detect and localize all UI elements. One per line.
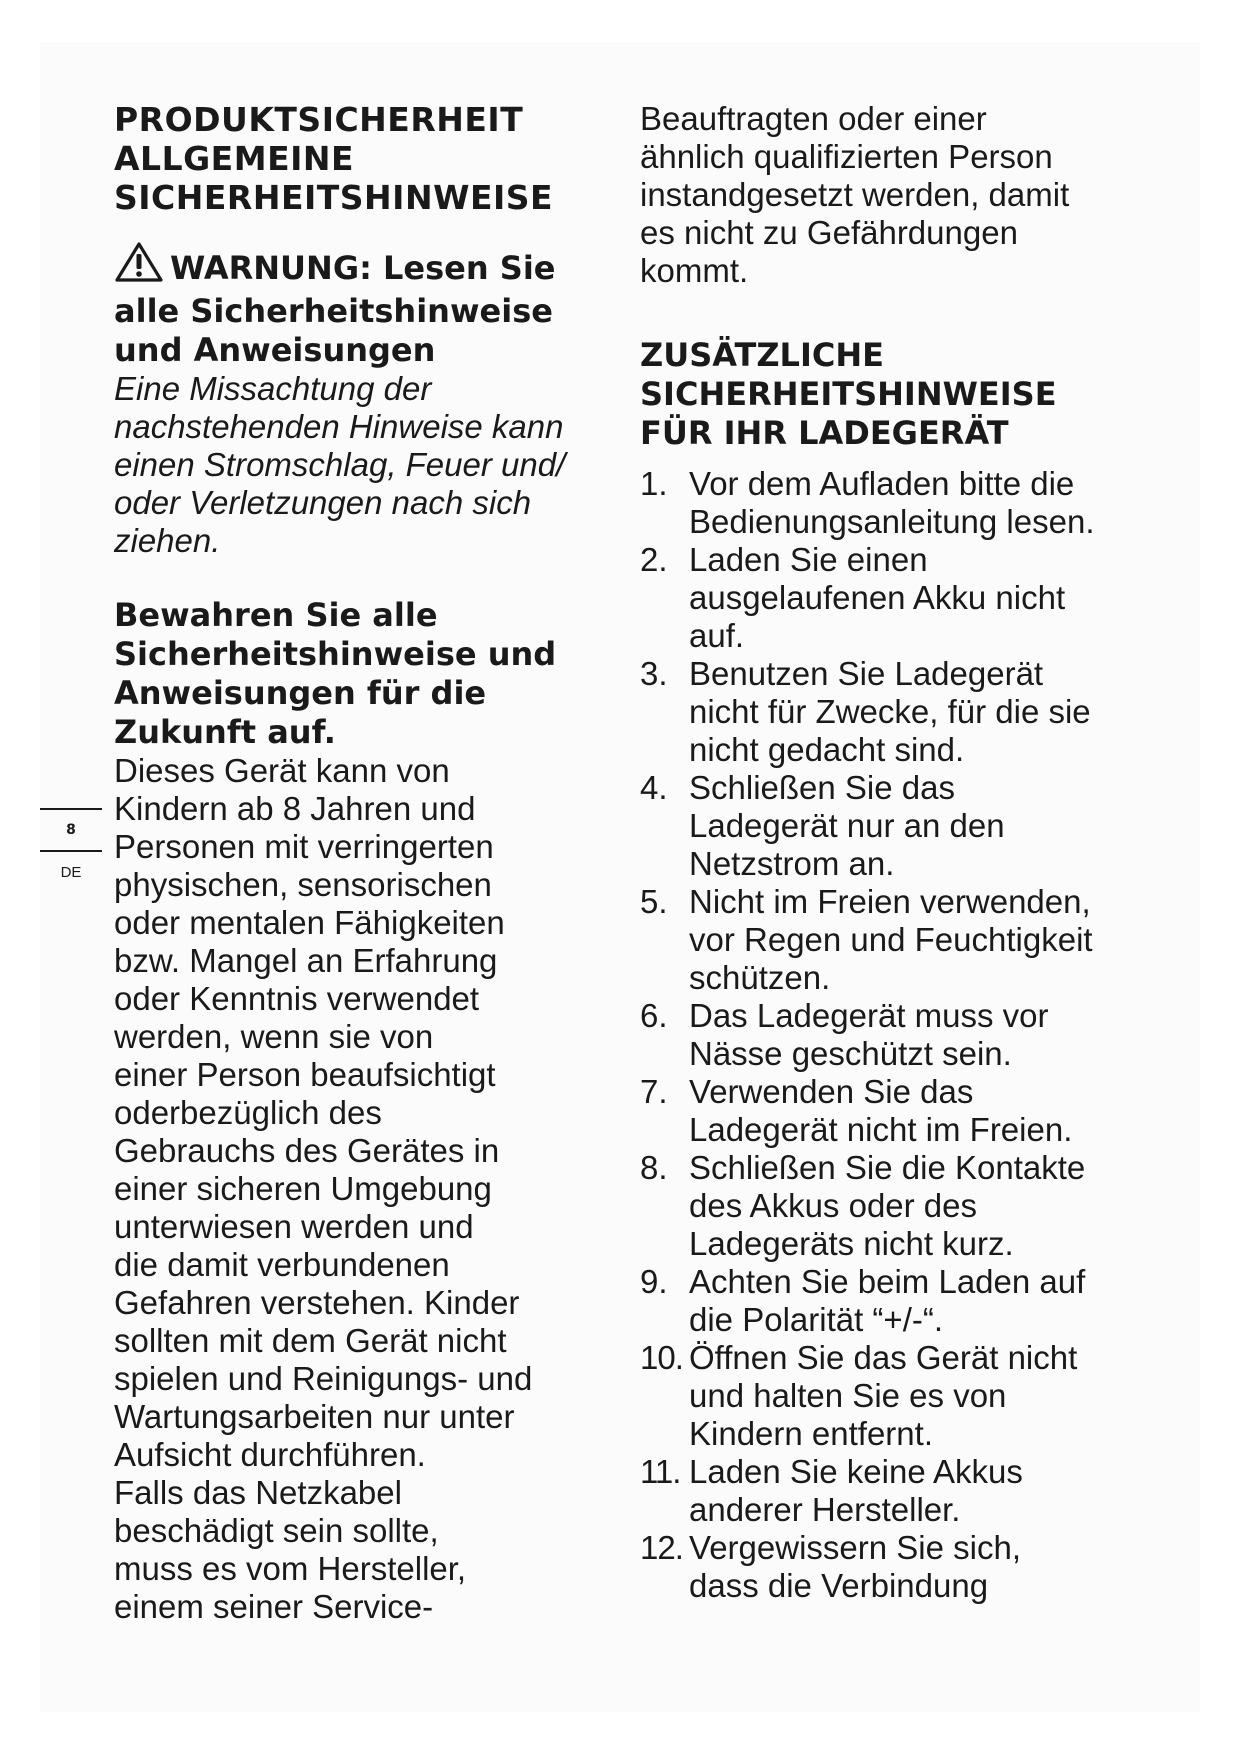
- charger-heading-line: FÜR IHR LADEGERÄT: [640, 414, 1009, 452]
- list-item-continuation: [640, 1035, 1140, 1073]
- list-item-text: auf.: [689, 617, 745, 654]
- list-item-number: [640, 617, 689, 655]
- list-item-text: ausgelaufenen Akku nicht: [689, 579, 1066, 616]
- warning-heading-line: und Anweisungen: [114, 331, 436, 369]
- list-item-number: [640, 503, 689, 541]
- title-line: ALLGEMEINE: [114, 139, 355, 178]
- body-line: Kindern ab 8 Jahren und: [114, 790, 476, 827]
- list-item-text: Nicht im Freien verwenden,: [689, 883, 1091, 920]
- body-line: sollten mit dem Gerät nicht: [114, 1322, 507, 1359]
- list-item-number: [640, 731, 689, 769]
- usage-body-text: [114, 752, 619, 1626]
- list-item-number: [640, 1415, 689, 1453]
- body-line: Dieses Gerät kann von: [114, 752, 450, 789]
- list-item-number: 4.: [640, 769, 668, 806]
- list-item-continuation: [640, 731, 1140, 769]
- list-item-text: des Akkus oder des: [689, 1187, 978, 1224]
- list-item-continuation: [640, 959, 1140, 997]
- list-item-continuation: [640, 693, 1140, 731]
- list-item-text: Bedienungsanleitung lesen.: [689, 503, 1095, 540]
- list-item: [640, 541, 1140, 579]
- list-item-number: 9.: [640, 1263, 668, 1300]
- warning-text-line: nachstehenden Hinweise kann: [114, 408, 564, 445]
- list-item-number: [640, 921, 689, 959]
- body-line: oder Kenntnis verwendet: [114, 980, 480, 1017]
- list-item-text: nicht für Zwecke, für die sie: [689, 693, 1091, 730]
- list-item-text: Netzstrom an.: [689, 845, 895, 882]
- list-item-text: schützen.: [689, 959, 831, 996]
- warning-triangle-icon: [114, 241, 164, 292]
- body-line: oderbezüglich des: [114, 1094, 382, 1131]
- list-item-number: 8.: [640, 1149, 668, 1186]
- list-item-number: 5.: [640, 883, 668, 920]
- keep-heading-line: Anweisungen für die: [114, 674, 487, 712]
- list-item-number: [640, 1567, 689, 1605]
- list-item-continuation: [640, 1567, 1140, 1605]
- list-item-number: [640, 1187, 689, 1225]
- list-item: [640, 1149, 1140, 1187]
- list-item: [640, 997, 1140, 1035]
- body-line: Personen mit verringerten: [114, 828, 494, 865]
- warning-text: [114, 370, 619, 560]
- body-line: bzw. Mangel an Erfahrung: [114, 942, 498, 979]
- list-item-text: und halten Sie es von: [689, 1377, 1007, 1414]
- keep-heading-line: Zukunft auf.: [114, 713, 336, 751]
- list-item-number: [640, 693, 689, 731]
- keep-instructions-heading: [114, 596, 619, 752]
- list-item-number: [640, 1377, 689, 1415]
- page-marker-rule: [40, 850, 102, 852]
- section-title: [114, 100, 619, 217]
- list-item-number: [640, 1035, 689, 1073]
- warning-heading-line: alle Sicherheitshinweise: [114, 292, 553, 330]
- list-item-text: Vergewissern Sie sich,: [689, 1529, 1021, 1566]
- list-item-text: Kindern entfernt.: [689, 1415, 933, 1452]
- page-number: 8: [66, 822, 76, 838]
- list-item-number: [640, 1491, 689, 1529]
- body-line: physischen, sensorischen: [114, 866, 492, 903]
- list-item: [640, 1453, 1140, 1491]
- page-marker: [40, 808, 102, 881]
- list-item-number: [640, 579, 689, 617]
- list-item-number: [640, 807, 689, 845]
- list-item-text: nicht gedacht sind.: [689, 731, 965, 768]
- warning-heading: [114, 241, 619, 370]
- list-item-number: 2.: [640, 541, 668, 578]
- list-item-text: Verwenden Sie das: [689, 1073, 974, 1110]
- list-item: [640, 655, 1140, 693]
- warning-text-line: Eine Missachtung der: [114, 370, 432, 407]
- list-item-text: Achten Sie beim Laden auf: [689, 1263, 1086, 1300]
- list-item-continuation: [640, 1187, 1140, 1225]
- list-item-number: 3.: [640, 655, 668, 692]
- left-column: [114, 100, 619, 1626]
- list-item: [640, 465, 1140, 503]
- continuation-line: kommt.: [640, 252, 749, 289]
- list-item-number: 11.: [640, 1453, 681, 1490]
- list-item: [640, 1263, 1140, 1301]
- language-code: DE: [60, 864, 82, 881]
- list-item-text: Laden Sie keine Akkus: [689, 1453, 1023, 1490]
- body-line: beschädigt sein sollte,: [114, 1512, 439, 1549]
- continuation-line: instandgesetzt werden, damit: [640, 176, 1070, 213]
- list-item-text: Öffnen Sie das Gerät nicht: [689, 1339, 1078, 1376]
- list-item: [640, 883, 1140, 921]
- list-item-number: [640, 959, 689, 997]
- list-item-continuation: [640, 807, 1140, 845]
- list-item-text: vor Regen und Feuchtigkeit: [689, 921, 1093, 958]
- list-item-continuation: [640, 1415, 1140, 1453]
- list-item-continuation: [640, 1225, 1140, 1263]
- body-line: Aufsicht durchführen.: [114, 1436, 426, 1473]
- list-item-continuation: [640, 1111, 1140, 1149]
- list-item-text: Benutzen Sie Ladegerät: [689, 655, 1044, 692]
- body-line: Gebrauchs des Gerätes in: [114, 1132, 500, 1169]
- list-item-text: Das Ladegerät muss vor: [689, 997, 1049, 1034]
- list-item-number: [640, 845, 689, 883]
- list-item-text: Ladegerät nur an den: [689, 807, 1005, 844]
- body-line: Gefahren verstehen. Kinder: [114, 1284, 520, 1321]
- list-item-number: 1.: [640, 465, 668, 502]
- list-item-number: [640, 1301, 689, 1339]
- list-item-text: die Polarität “+/-“.: [689, 1301, 944, 1338]
- list-item-continuation: [640, 617, 1140, 655]
- warning-text-line: oder Verletzungen nach sich: [114, 484, 532, 521]
- body-line: die damit verbundenen: [114, 1246, 450, 1283]
- list-item-text: Vor dem Aufladen bitte die: [689, 465, 1075, 502]
- list-item-text: Schließen Sie die Kontakte: [689, 1149, 1086, 1186]
- list-item-text: dass die Verbindung: [689, 1567, 989, 1604]
- continuation-line: es nicht zu Gefährdungen: [640, 214, 1018, 251]
- list-item-text: Ladegeräts nicht kurz.: [689, 1225, 1014, 1262]
- list-item-text: Schließen Sie das: [689, 769, 955, 806]
- list-item-continuation: [640, 503, 1140, 541]
- body-line: Falls das Netzkabel: [114, 1474, 402, 1511]
- right-column: [640, 100, 1140, 1605]
- continuation-line: ähnlich qualifizierten Person: [640, 138, 1053, 175]
- list-item-continuation: [640, 921, 1140, 959]
- list-item-continuation: [640, 1301, 1140, 1339]
- continuation-line: Beauftragten oder einer: [640, 100, 987, 137]
- body-line: einer sicheren Umgebung: [114, 1170, 492, 1207]
- warning-text-line: ziehen.: [114, 522, 221, 559]
- list-item-text: Laden Sie einen: [689, 541, 928, 578]
- list-item-text: Ladegerät nicht im Freien.: [689, 1111, 1073, 1148]
- keep-heading-line: Bewahren Sie alle: [114, 596, 438, 634]
- warning-heading-line: WARNUNG: Lesen Sie: [170, 249, 556, 287]
- list-item-text: Nässe geschützt sein.: [689, 1035, 1012, 1072]
- charger-safety-list: [640, 465, 1140, 1605]
- charger-safety-heading: [640, 336, 1140, 453]
- list-item-number: 10.: [640, 1339, 683, 1376]
- list-item-number: 6.: [640, 997, 668, 1034]
- body-line: muss es vom Hersteller,: [114, 1550, 467, 1587]
- continuation-text: [640, 100, 1140, 290]
- list-item-number: 12.: [640, 1529, 683, 1566]
- charger-heading-line: SICHERHEITSHINWEISE: [640, 375, 1057, 413]
- list-item-text: anderer Hersteller.: [689, 1491, 961, 1528]
- body-line: einem seiner Service-: [114, 1588, 434, 1625]
- list-item-number: 7.: [640, 1073, 668, 1110]
- list-item-continuation: [640, 845, 1140, 883]
- list-item-number: [640, 1225, 689, 1263]
- body-line: spielen und Reinigungs- und: [114, 1360, 533, 1397]
- body-line: einer Person beaufsichtigt: [114, 1056, 496, 1093]
- list-item-continuation: [640, 579, 1140, 617]
- title-line: PRODUKTSICHERHEIT: [114, 100, 524, 139]
- body-line: unterwiesen werden und: [114, 1208, 474, 1245]
- keep-heading-line: Sicherheitshinweise und: [114, 635, 557, 673]
- body-line: werden, wenn sie von: [114, 1018, 434, 1055]
- list-item: [640, 769, 1140, 807]
- list-item: [640, 1339, 1140, 1377]
- list-item: [640, 1529, 1140, 1567]
- list-item-number: [640, 1111, 689, 1149]
- body-line: Wartungsarbeiten nur unter: [114, 1398, 515, 1435]
- list-item-continuation: [640, 1491, 1140, 1529]
- title-line: SICHERHEITSHINWEISE: [114, 178, 554, 217]
- list-item-continuation: [640, 1377, 1140, 1415]
- list-item: [640, 1073, 1140, 1111]
- charger-heading-line: ZUSÄTZLICHE: [640, 336, 884, 374]
- body-line: oder mentalen Fähigkeiten: [114, 904, 505, 941]
- warning-text-line: einen Stromschlag, Feuer und/: [114, 446, 566, 483]
